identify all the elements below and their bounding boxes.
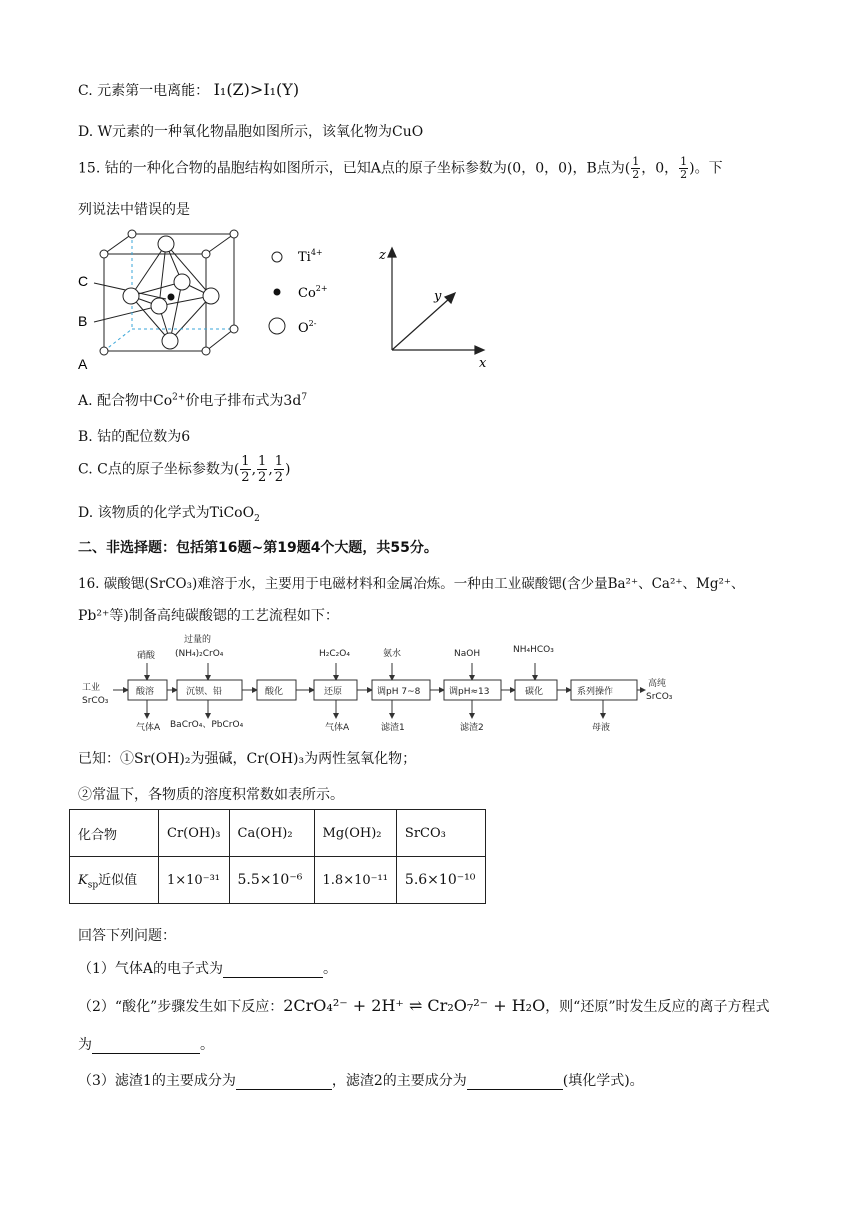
- option-c-prefix: C. 元素第一电离能：: [78, 83, 210, 99]
- sub3-c: (填化学式)。: [562, 1073, 644, 1089]
- fraction: [631, 156, 640, 181]
- sub2-end: 。: [200, 1037, 214, 1053]
- flow-step-5: 调pH 7~8: [377, 687, 421, 697]
- axis-z: z: [379, 248, 386, 263]
- option-a: [78, 390, 307, 410]
- answer-prompt: 回答下列问题：: [78, 928, 176, 944]
- answer-blank[interactable]: [467, 1073, 563, 1090]
- flow-step-7: 碳化: [525, 687, 544, 697]
- table-cell: 5.6×10⁻¹⁰: [396, 857, 485, 904]
- flow-end-2: SrCO₃: [646, 692, 673, 702]
- sub-question-1: [78, 958, 337, 978]
- reagent-excess: 过量的: [184, 635, 212, 645]
- flow-end-1: 高纯: [648, 679, 667, 689]
- sub2-equation: 2CrO₄²⁻ + 2H⁺ ⇌ Cr₂O₇²⁻ + H₂O: [283, 996, 546, 1015]
- output-residue-1: 滤渣1: [381, 723, 405, 733]
- sub3-b: ，滤渣2的主要成分为: [331, 1073, 467, 1089]
- label-a: A: [78, 356, 88, 372]
- answer-blank[interactable]: [223, 961, 323, 978]
- label-b: B: [78, 313, 88, 329]
- option-a-pre: A. 配合物中Co: [78, 393, 173, 409]
- flow-step-3: 酸化: [265, 687, 284, 697]
- frac-den: 2: [680, 168, 688, 181]
- fraction: [257, 454, 267, 485]
- ksp-table: [69, 809, 486, 904]
- q15-stem: [78, 156, 723, 181]
- crystal-figure: [74, 226, 504, 376]
- ksp-k: K: [78, 873, 88, 889]
- reagent-chromate: (NH₄)₂CrO₄: [175, 649, 224, 659]
- fraction: [274, 454, 284, 485]
- q15-stem-text: 15. 钴的一种化合物的晶胞结构如图所示，已知A点的原子坐标参数为(0，0，0)，B点为(: [78, 160, 631, 177]
- answer-blank[interactable]: [236, 1073, 332, 1090]
- flow-step-8: 系列操作: [577, 687, 614, 697]
- reagent-nh4hco3: NH₄HCO₃: [513, 645, 554, 655]
- output-mother-liquor: 母液: [592, 723, 611, 733]
- option-c-prev: [78, 80, 299, 100]
- fraction: [679, 156, 688, 181]
- table-cell: 5.5×10⁻⁶: [229, 857, 314, 904]
- q15-stem-end: )。下: [689, 160, 723, 177]
- option-c: C. C点的原子坐标参数为( $\frac{1}{2}$ , $\frac{1}{2}$ , $\frac{1}{2}$ ): [78, 454, 291, 485]
- table-cell: [70, 857, 159, 904]
- legend-co: $Co^{2+}$: [298, 284, 328, 301]
- option-d-pre: D. 该物质的化学式为TiCoO: [78, 505, 255, 521]
- legend-ti: $Ti^{4+}$: [298, 248, 323, 265]
- reagent-hno3: 硝酸: [137, 651, 156, 661]
- flow-step-1: 酸溶: [136, 687, 155, 697]
- sub-question-2: [78, 996, 770, 1016]
- label-c: C: [78, 273, 89, 289]
- flow-step-4: 还原: [324, 687, 343, 697]
- table-cell: Cr(OH)₃: [159, 810, 230, 857]
- option-a-sup2: 7: [301, 392, 308, 403]
- frac-num: 1: [258, 454, 267, 469]
- option-d-sub: 2: [254, 513, 260, 524]
- option-c-post: ): [285, 461, 291, 478]
- ksp-sub: sp: [87, 880, 99, 891]
- frac-num: 1: [680, 155, 688, 168]
- table-row: [70, 810, 486, 857]
- output-gas-a-1: 气体A: [136, 723, 161, 733]
- flow-start-1: 工业: [82, 683, 101, 693]
- q15-sep: ，0，: [641, 160, 679, 177]
- sub-question-2-line2: [78, 1034, 214, 1054]
- process-flowchart: [80, 632, 690, 734]
- ksp-label: 近似值: [98, 873, 138, 889]
- option-d: [78, 502, 260, 524]
- table-cell: 1×10⁻³¹: [159, 857, 230, 904]
- frac-den: 2: [274, 470, 284, 485]
- q16-stem-line2: Pb²⁺等)制备高纯碳酸锶的工艺流程如下：: [78, 608, 339, 624]
- known-1: 已知：①Sr(OH)₂为强碱，Cr(OH)₃为两性氢氧化物；: [78, 751, 417, 767]
- table-row: [70, 857, 486, 904]
- sub2-line2: 为: [78, 1037, 92, 1053]
- output-gas-a-2: 气体A: [325, 723, 350, 733]
- flow-step-2: 沉钡、铅: [186, 687, 223, 697]
- section-heading: 二、非选择题：包括第16题~第19题4个大题，共55分。: [78, 540, 438, 556]
- frac-den: 2: [632, 168, 640, 181]
- output-residue-2: 滤渣2: [460, 723, 484, 733]
- sub2-pre: （2）“酸化”步骤发生如下反应：: [78, 999, 284, 1015]
- frac-num: 1: [632, 155, 640, 168]
- fraction: [240, 454, 250, 485]
- answer-blank[interactable]: [92, 1037, 200, 1054]
- known-2: ②常温下，各物质的溶度积常数如表所示。: [78, 787, 344, 803]
- q15-stem-line2: 列说法中错误的是: [78, 202, 190, 218]
- frac-num: 1: [241, 454, 250, 469]
- legend-o: $O^{2-}$: [298, 319, 317, 336]
- axis-x: x: [479, 356, 487, 371]
- option-c-pre: C. C点的原子坐标参数为(: [78, 461, 240, 478]
- frac-num: 1: [274, 454, 284, 469]
- table-cell: 1.8×10⁻¹¹: [314, 857, 396, 904]
- q16-stem-line1: 16. 碳酸锶(SrCO₃)难溶于水，主要用于电磁材料和金属冶炼。一种由工业碳酸锶(含少量Ba²⁺、Ca²⁺、Mg²⁺、: [78, 576, 745, 592]
- table-cell: 化合物: [70, 810, 159, 857]
- sub-question-3: [78, 1070, 644, 1090]
- option-c-expr: I₁(Z)>I₁(Y): [213, 80, 300, 99]
- table-cell: SrCO₃: [396, 810, 485, 857]
- axis-y: y: [434, 289, 442, 304]
- reagent-naoh: NaOH: [454, 649, 481, 659]
- table-cell: Ca(OH)₂: [229, 810, 314, 857]
- frac-den: 2: [258, 470, 267, 485]
- reagent-ammonia: 氨水: [383, 649, 402, 659]
- option-a-sup: 2+: [172, 392, 186, 403]
- sub2-post: ，则“还原”时发生反应的离子方程式: [545, 999, 770, 1015]
- sub1-text: （1）气体A的电子式为: [78, 961, 224, 977]
- option-a-mid: 价电子排布式为3d: [185, 393, 302, 409]
- output-precip: BaCrO₄、PbCrO₄: [170, 720, 244, 730]
- flow-start-2: SrCO₃: [82, 696, 109, 706]
- flow-step-6: 调pH≈13: [449, 687, 490, 697]
- option-b: B. 钴的配位数为6: [78, 429, 191, 445]
- option-d-prev: D. W元素的一种氧化物晶胞如图所示，该氧化物为CuO: [78, 124, 424, 140]
- sub3-a: （3）滤渣1的主要成分为: [78, 1073, 236, 1089]
- sub1-end: 。: [323, 961, 338, 977]
- reagent-oxalic: H₂C₂O₄: [319, 649, 350, 659]
- table-cell: Mg(OH)₂: [314, 810, 396, 857]
- frac-den: 2: [241, 470, 250, 485]
